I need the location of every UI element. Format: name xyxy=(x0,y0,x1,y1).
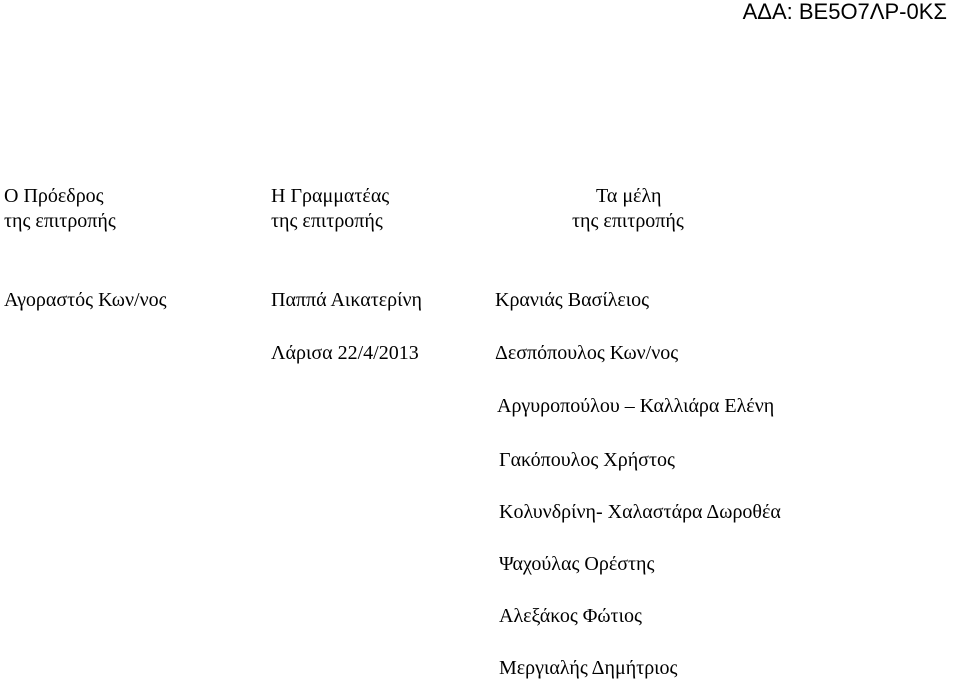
member-name: Κολυνδρίνη- Χαλαστάρα Δωροθέα xyxy=(499,501,781,523)
member-name: Αργυροπούλου – Καλλιάρα Ελένη xyxy=(497,395,775,417)
president-subtitle: της επιτροπής xyxy=(4,210,116,232)
member-name: Κρανιάς Βασίλειος xyxy=(495,289,650,311)
president-name: Αγοραστός Κων/νος xyxy=(4,289,167,311)
ada-code: ΑΔΑ: ΒΕ5Ο7ΛΡ-0ΚΣ xyxy=(742,0,947,24)
members-title: Τα μέλη xyxy=(596,185,662,207)
place-date: Λάρισα 22/4/2013 xyxy=(271,342,419,364)
secretary-name: Παππά Αικατερίνη xyxy=(271,289,422,311)
members-subtitle: της επιτροπής xyxy=(572,210,684,232)
secretary-subtitle: της επιτροπής xyxy=(271,210,383,232)
member-name: Γακόπουλος Χρήστος xyxy=(499,449,675,471)
member-name: Αλεξάκος Φώτιος xyxy=(499,605,642,627)
member-name: Μεργιαλής Δημήτριος xyxy=(499,657,678,679)
secretary-title: Η Γραμματέας xyxy=(271,185,390,207)
president-title: Ο Πρόεδρος xyxy=(4,185,104,207)
member-name: Ψαχούλας Ορέστης xyxy=(499,553,655,575)
member-name: Δεσπόπουλος Κων/νος xyxy=(495,342,679,364)
